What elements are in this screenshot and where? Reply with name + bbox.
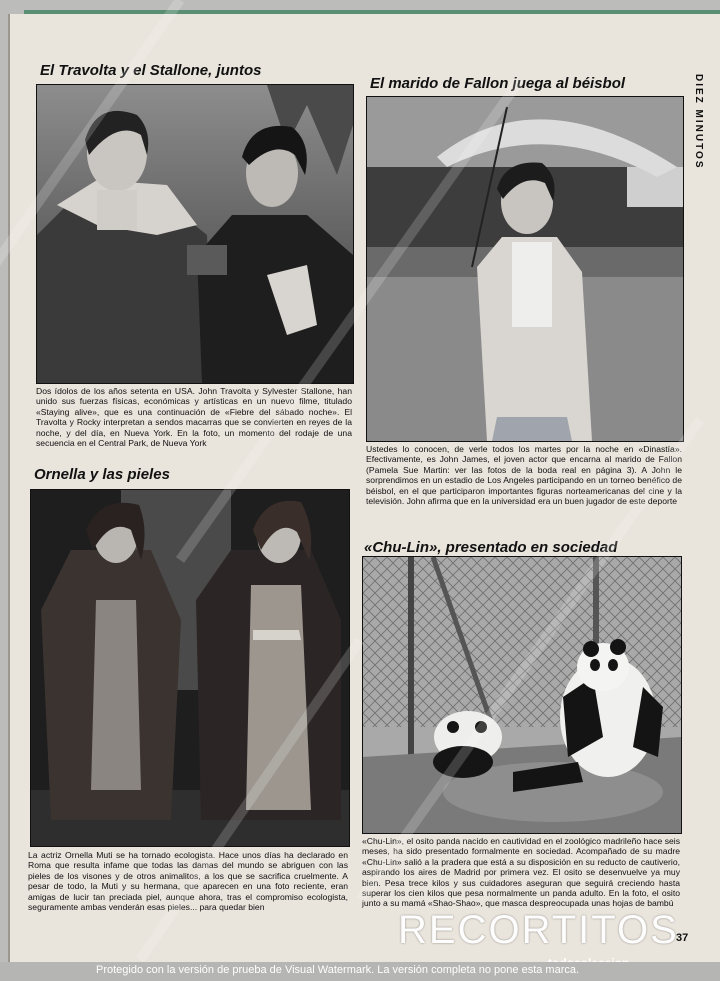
pandas-photo [362, 556, 682, 834]
pandas-photo-art [363, 557, 681, 833]
page-number: 37 [676, 932, 689, 944]
ornella-heading: Ornella y las pieles [34, 466, 170, 483]
travolta-stallone-photo [36, 84, 354, 384]
watermark-footer-text: Protegido con la versión de prueba de Visual Watermark. La versión completa no pone esta marca. [96, 964, 580, 976]
fallon-heading: El marido de Fallon juega al béisbol [370, 75, 626, 92]
ornella-muti-furs-photo [30, 489, 350, 847]
john-james-umbrella-photo [366, 96, 684, 442]
ornella-muti-furs-photo-art [31, 490, 349, 846]
john-james-umbrella-photo-art [367, 97, 683, 441]
side-tab-label: DIEZ MINUTOS [693, 74, 704, 170]
travolta-heading: El Travolta y el Stallone, juntos [40, 62, 262, 79]
side-tab [686, 70, 710, 190]
chulin-caption: «Chu-Lin», el osito panda nacido en cautividad en el zoológico madrileño hace seis meses, ha sido presentado formalmente en sociedad. Acompañado de su madre «Chu-Lin» salió a la pradera que está a su disposición en su reducto de cautiverio, aspirando los aires de Madrid por primera vez. El osito se desenvuelve ya muy bien. Pesa trece kilos y sus cuidadores aseguran que seguirá creciendo hasta superar los cien kilos que pesa normalmente un panda adulto. En la foto, el osito junto a su mamá «Shao-Shao», que masca despreocupada unas hojas de bambú [362, 836, 680, 909]
travolta-stallone-photo-art [37, 85, 353, 383]
watermark-footer-bar [0, 962, 720, 981]
ornella-caption: La actriz Ornella Muti se ha tornado ecologista. Hace unos días ha declarado en Roma que resulta infame que todas las damas del mundo se abriguen con las pieles de los visones y de otros animalitos, a los que se sacrifica cruelmente. A pesar de todo, la Muti y su hermana, que aparecen en una foto reciente, eran amigas de lucir tan preciada piel, aunque ahora, tras el compromiso ecologista, seguramente ambas venderán esas pieles... para quedar bien [28, 850, 348, 913]
chulin-heading: «Chu-Lin», presentado en sociedad [364, 539, 618, 556]
travolta-caption: Dos ídolos de los años setenta en USA. John Travolta y Sylvester Stallone, han unido sus fuerzas físicas, económicas y artísticas en un nuevo filme, titulado «Staying alive», que es una continuación de «Fiebre del sábado noche». El Travolta y Rocky interpretan a sendos macarras que se convierten en reyes de la noche, y del día, en Nueva York. En la foto, un momento del rodaje de una secuencia en el Central Park, de Nueva York [36, 386, 352, 449]
fallon-caption: Ustedes lo conocen, de verle todos los martes por la noche en «Dinastía». Efectivamente, es John James, el joven actor que encarna al marido de Fallon (Pamela Sue Martin: ver las fotos de la boda real en página 3). A John le sorprendimos en un estadio de Los Angeles participando en un torneo benéfico de béisbol, en el que participaron importantes figuras norteamericanas del cine y la televisión. John afirma que en la universidad era un buen jugador de este deporte [366, 444, 682, 507]
recortitos-watermark-logo: RECORTITOS [398, 908, 679, 952]
